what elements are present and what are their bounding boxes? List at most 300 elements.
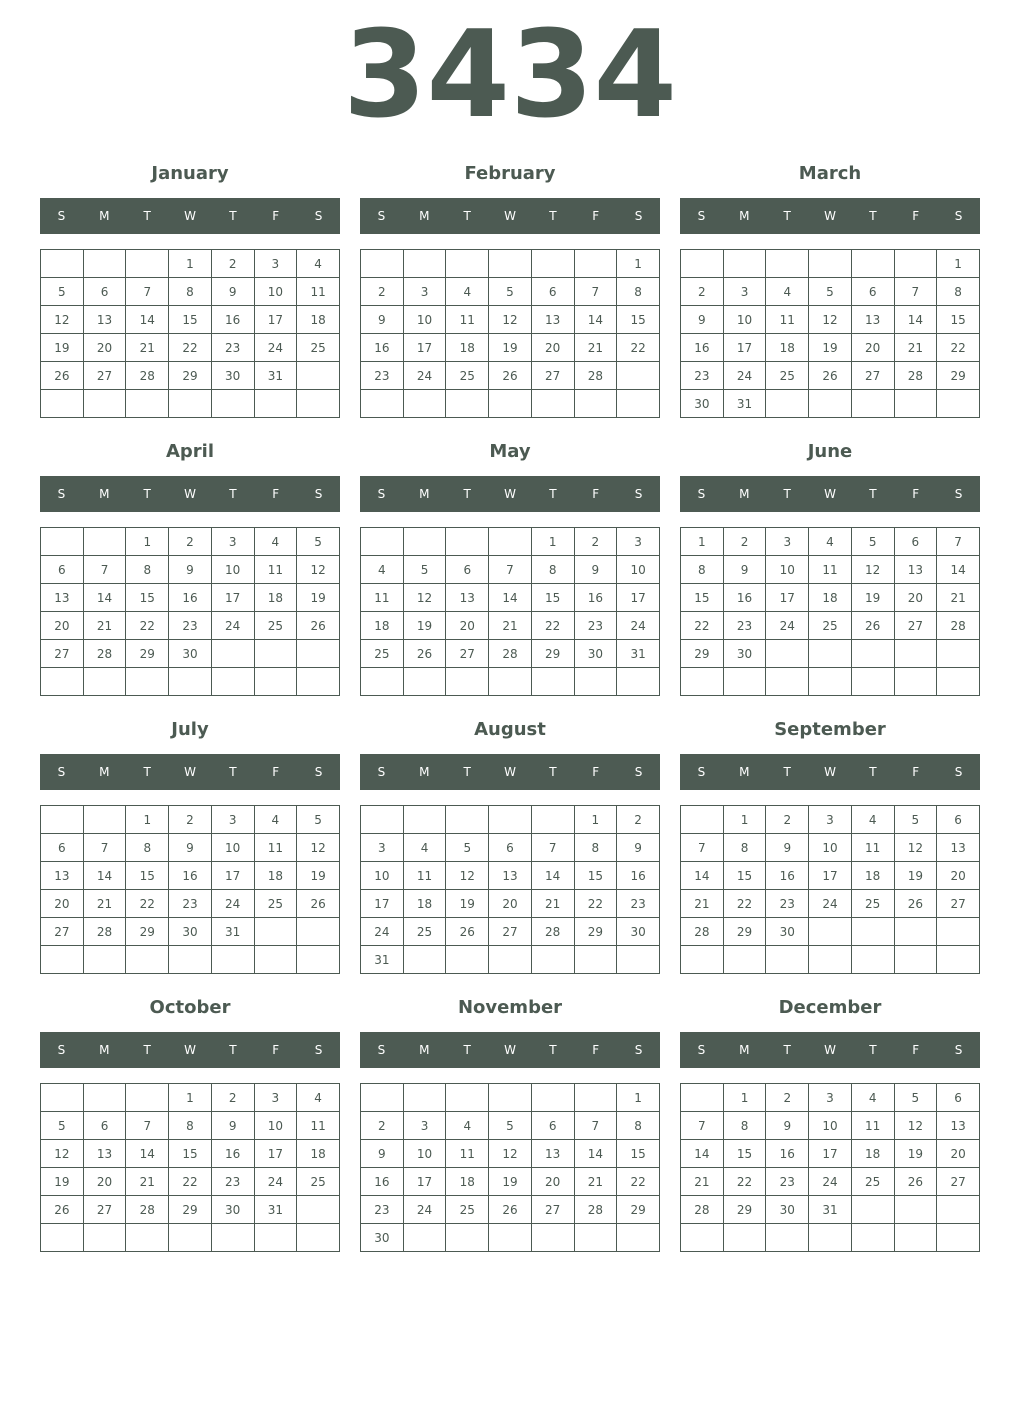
week-row xyxy=(41,584,340,612)
weekday-label: W xyxy=(184,1043,196,1057)
day-cell: 19 xyxy=(41,1168,84,1196)
week-row xyxy=(361,918,660,946)
day-grid xyxy=(360,527,660,696)
day-cell: 27 xyxy=(83,1196,126,1224)
week-row xyxy=(361,1168,660,1196)
day-cell: 30 xyxy=(766,1196,809,1224)
week-row xyxy=(41,390,340,418)
weekday-label: F xyxy=(912,209,920,223)
day-cell: 4 xyxy=(446,1112,489,1140)
day-cell xyxy=(531,250,574,278)
day-cell: 11 xyxy=(446,1140,489,1168)
day-cell: 23 xyxy=(617,890,660,918)
day-cell xyxy=(894,668,937,696)
day-cell: 8 xyxy=(169,1112,212,1140)
day-cell: 28 xyxy=(937,612,980,640)
day-cell: 4 xyxy=(446,278,489,306)
weekday-label: M xyxy=(99,487,110,501)
day-cell: 13 xyxy=(446,584,489,612)
weekday-label: T xyxy=(549,765,557,779)
day-cell xyxy=(894,390,937,418)
day-cell: 5 xyxy=(297,806,340,834)
day-cell: 22 xyxy=(617,334,660,362)
day-cell: 2 xyxy=(211,1084,254,1112)
day-cell: 27 xyxy=(41,640,84,668)
day-cell xyxy=(681,1224,724,1252)
day-cell: 4 xyxy=(766,278,809,306)
day-cell: 21 xyxy=(83,612,126,640)
day-cell: 27 xyxy=(446,640,489,668)
day-cell xyxy=(894,1224,937,1252)
day-cell: 13 xyxy=(41,584,84,612)
weekday-label: S xyxy=(697,1043,706,1057)
week-row xyxy=(361,528,660,556)
day-cell: 5 xyxy=(403,556,446,584)
day-cell: 29 xyxy=(574,918,617,946)
day-cell xyxy=(894,918,937,946)
day-cell: 16 xyxy=(681,334,724,362)
week-row xyxy=(41,556,340,584)
day-cell xyxy=(851,1224,894,1252)
day-cell xyxy=(937,918,980,946)
day-cell: 11 xyxy=(254,556,297,584)
day-grid xyxy=(680,805,980,974)
day-cell: 19 xyxy=(809,334,852,362)
weekday-label: W xyxy=(504,765,516,779)
day-cell xyxy=(851,1196,894,1224)
day-cell xyxy=(681,668,724,696)
week-row xyxy=(41,278,340,306)
day-cell xyxy=(126,390,169,418)
weekday-label: W xyxy=(824,209,836,223)
day-cell: 28 xyxy=(126,1196,169,1224)
week-row xyxy=(361,334,660,362)
day-cell: 29 xyxy=(169,1196,212,1224)
day-cell: 17 xyxy=(723,334,766,362)
weekday-label: T xyxy=(783,765,791,779)
week-row xyxy=(361,556,660,584)
day-cell: 22 xyxy=(126,890,169,918)
day-cell: 24 xyxy=(361,918,404,946)
day-cell: 12 xyxy=(297,556,340,584)
day-cell: 15 xyxy=(617,1140,660,1168)
weekday-header xyxy=(360,1032,660,1068)
day-cell: 15 xyxy=(937,306,980,334)
weekday-label: S xyxy=(377,487,386,501)
day-cell: 7 xyxy=(531,834,574,862)
day-cell xyxy=(851,250,894,278)
day-cell: 21 xyxy=(531,890,574,918)
day-cell: 20 xyxy=(937,862,980,890)
day-cell: 25 xyxy=(254,890,297,918)
day-cell: 8 xyxy=(126,556,169,584)
day-cell: 10 xyxy=(361,862,404,890)
day-cell: 14 xyxy=(83,584,126,612)
day-cell: 2 xyxy=(766,806,809,834)
weekday-label: S xyxy=(57,487,66,501)
day-cell: 14 xyxy=(574,306,617,334)
day-cell: 26 xyxy=(297,612,340,640)
weekday-header xyxy=(40,754,340,790)
day-cell xyxy=(126,1084,169,1112)
day-cell: 9 xyxy=(169,834,212,862)
day-cell xyxy=(809,946,852,974)
day-cell xyxy=(297,640,340,668)
day-cell: 30 xyxy=(574,640,617,668)
month-name: April xyxy=(165,441,215,462)
day-cell: 25 xyxy=(766,362,809,390)
day-cell: 27 xyxy=(489,918,532,946)
day-cell: 16 xyxy=(574,584,617,612)
day-cell: 15 xyxy=(169,306,212,334)
day-cell: 27 xyxy=(531,362,574,390)
day-cell: 8 xyxy=(617,278,660,306)
day-cell xyxy=(297,362,340,390)
weekday-label: T xyxy=(549,487,557,501)
week-row xyxy=(361,890,660,918)
day-cell xyxy=(766,668,809,696)
day-cell: 25 xyxy=(851,1168,894,1196)
day-cell: 29 xyxy=(531,640,574,668)
day-cell: 16 xyxy=(617,862,660,890)
week-row xyxy=(681,890,980,918)
day-cell xyxy=(809,1224,852,1252)
day-cell: 18 xyxy=(361,612,404,640)
day-cell: 16 xyxy=(211,306,254,334)
weekday-label: S xyxy=(377,765,386,779)
day-cell: 3 xyxy=(254,1084,297,1112)
day-cell: 25 xyxy=(403,918,446,946)
day-cell: 26 xyxy=(41,1196,84,1224)
day-cell: 5 xyxy=(851,528,894,556)
day-cell: 19 xyxy=(894,862,937,890)
day-cell: 2 xyxy=(169,528,212,556)
day-cell xyxy=(41,946,84,974)
week-row xyxy=(361,390,660,418)
day-cell xyxy=(809,918,852,946)
day-cell: 28 xyxy=(894,362,937,390)
weekday-label: W xyxy=(824,487,836,501)
day-cell xyxy=(617,1224,660,1252)
day-cell: 4 xyxy=(851,1084,894,1112)
day-cell: 21 xyxy=(894,334,937,362)
day-cell: 14 xyxy=(894,306,937,334)
day-cell: 24 xyxy=(254,1168,297,1196)
day-cell xyxy=(254,640,297,668)
weekday-label: T xyxy=(229,487,237,501)
day-cell: 6 xyxy=(894,528,937,556)
week-row xyxy=(361,612,660,640)
weekday-label: W xyxy=(504,209,516,223)
day-cell xyxy=(681,946,724,974)
day-cell: 9 xyxy=(766,834,809,862)
week-row xyxy=(681,556,980,584)
day-cell xyxy=(489,390,532,418)
weekday-label: M xyxy=(419,765,430,779)
weekday-label: F xyxy=(912,1043,920,1057)
day-cell: 31 xyxy=(809,1196,852,1224)
weekday-label: S xyxy=(314,487,323,501)
day-cell: 8 xyxy=(723,834,766,862)
day-cell: 2 xyxy=(361,1112,404,1140)
day-cell xyxy=(851,640,894,668)
day-cell: 5 xyxy=(894,1084,937,1112)
day-cell: 5 xyxy=(489,1112,532,1140)
day-cell: 16 xyxy=(361,1168,404,1196)
day-cell: 2 xyxy=(723,528,766,556)
day-cell: 25 xyxy=(254,612,297,640)
day-cell: 4 xyxy=(297,250,340,278)
weekday-label: S xyxy=(634,1043,643,1057)
day-cell: 1 xyxy=(169,250,212,278)
day-cell: 7 xyxy=(83,556,126,584)
day-cell: 28 xyxy=(489,640,532,668)
day-cell: 12 xyxy=(41,1140,84,1168)
day-cell xyxy=(361,668,404,696)
day-cell: 19 xyxy=(489,334,532,362)
day-cell: 8 xyxy=(617,1112,660,1140)
day-cell xyxy=(531,1224,574,1252)
day-cell: 7 xyxy=(894,278,937,306)
day-cell: 23 xyxy=(766,890,809,918)
day-cell: 13 xyxy=(937,834,980,862)
day-cell xyxy=(809,640,852,668)
day-cell: 24 xyxy=(766,612,809,640)
day-cell: 23 xyxy=(169,890,212,918)
day-cell: 19 xyxy=(297,584,340,612)
day-cell: 11 xyxy=(851,1112,894,1140)
weekday-label: F xyxy=(272,209,280,223)
day-cell: 25 xyxy=(851,890,894,918)
day-cell: 1 xyxy=(617,250,660,278)
day-grid xyxy=(40,249,340,418)
day-cell xyxy=(41,390,84,418)
day-cell: 1 xyxy=(169,1084,212,1112)
year-title: 3434 xyxy=(343,6,677,145)
week-row xyxy=(681,250,980,278)
day-cell: 10 xyxy=(403,1140,446,1168)
week-row xyxy=(681,1140,980,1168)
day-cell: 3 xyxy=(361,834,404,862)
day-cell: 13 xyxy=(489,862,532,890)
day-cell: 10 xyxy=(809,1112,852,1140)
day-cell: 12 xyxy=(489,306,532,334)
day-cell xyxy=(297,668,340,696)
day-cell: 7 xyxy=(83,834,126,862)
day-cell: 21 xyxy=(681,1168,724,1196)
week-row xyxy=(361,1112,660,1140)
weekday-label: S xyxy=(57,1043,66,1057)
month-name: October xyxy=(149,997,231,1018)
day-cell: 20 xyxy=(83,334,126,362)
day-cell xyxy=(489,668,532,696)
day-cell: 22 xyxy=(723,890,766,918)
weekday-label: S xyxy=(697,209,706,223)
day-cell xyxy=(681,250,724,278)
day-cell: 16 xyxy=(723,584,766,612)
day-cell: 3 xyxy=(403,278,446,306)
week-row xyxy=(41,918,340,946)
day-cell: 7 xyxy=(937,528,980,556)
day-cell xyxy=(574,668,617,696)
day-cell: 24 xyxy=(403,362,446,390)
week-row xyxy=(41,1224,340,1252)
day-cell xyxy=(851,390,894,418)
week-row xyxy=(41,1168,340,1196)
day-cell: 6 xyxy=(83,1112,126,1140)
day-cell: 28 xyxy=(574,362,617,390)
day-cell: 11 xyxy=(809,556,852,584)
day-cell: 12 xyxy=(851,556,894,584)
day-cell xyxy=(83,390,126,418)
day-cell: 6 xyxy=(83,278,126,306)
day-cell: 31 xyxy=(617,640,660,668)
day-cell: 14 xyxy=(937,556,980,584)
day-cell: 18 xyxy=(403,890,446,918)
weekday-label: F xyxy=(592,1043,600,1057)
week-row xyxy=(681,306,980,334)
day-cell: 30 xyxy=(361,1224,404,1252)
weekday-label: W xyxy=(824,765,836,779)
day-cell: 2 xyxy=(766,1084,809,1112)
day-cell: 27 xyxy=(851,362,894,390)
week-row xyxy=(361,306,660,334)
weekday-header xyxy=(40,1032,340,1068)
day-cell: 22 xyxy=(126,612,169,640)
day-cell xyxy=(403,806,446,834)
day-grid xyxy=(360,249,660,418)
weekday-label: T xyxy=(143,1043,151,1057)
week-row xyxy=(41,1112,340,1140)
day-cell: 3 xyxy=(211,806,254,834)
day-cell: 16 xyxy=(766,1140,809,1168)
weekday-label: S xyxy=(377,1043,386,1057)
week-row xyxy=(41,946,340,974)
day-cell: 3 xyxy=(809,806,852,834)
day-cell: 20 xyxy=(446,612,489,640)
day-cell: 15 xyxy=(126,862,169,890)
weekday-label: T xyxy=(463,487,471,501)
day-cell xyxy=(361,806,404,834)
day-cell xyxy=(809,390,852,418)
day-cell: 18 xyxy=(851,862,894,890)
day-cell: 15 xyxy=(574,862,617,890)
day-cell: 21 xyxy=(489,612,532,640)
day-cell: 11 xyxy=(297,278,340,306)
day-cell xyxy=(41,1224,84,1252)
week-row xyxy=(681,1168,980,1196)
month-name: June xyxy=(807,441,853,462)
weekday-label: F xyxy=(592,765,600,779)
weekday-label: T xyxy=(229,1043,237,1057)
day-cell: 22 xyxy=(937,334,980,362)
day-cell xyxy=(531,806,574,834)
day-cell: 15 xyxy=(169,1140,212,1168)
day-cell: 12 xyxy=(403,584,446,612)
day-cell xyxy=(937,946,980,974)
day-cell: 4 xyxy=(297,1084,340,1112)
day-cell xyxy=(489,1084,532,1112)
day-cell: 9 xyxy=(361,1140,404,1168)
day-cell xyxy=(574,1084,617,1112)
day-cell xyxy=(937,1196,980,1224)
day-cell xyxy=(766,946,809,974)
day-cell: 12 xyxy=(894,834,937,862)
day-cell: 15 xyxy=(723,1140,766,1168)
month-name: December xyxy=(778,997,882,1018)
day-cell: 20 xyxy=(937,1140,980,1168)
day-cell: 18 xyxy=(254,862,297,890)
weekday-label: T xyxy=(783,209,791,223)
weekday-label: T xyxy=(869,487,877,501)
day-cell: 24 xyxy=(617,612,660,640)
day-cell: 23 xyxy=(361,1196,404,1224)
day-cell: 16 xyxy=(766,862,809,890)
week-row xyxy=(361,584,660,612)
week-row xyxy=(681,612,980,640)
day-cell xyxy=(809,668,852,696)
day-cell: 28 xyxy=(681,918,724,946)
day-cell xyxy=(851,668,894,696)
day-cell xyxy=(937,640,980,668)
week-row xyxy=(681,390,980,418)
day-cell: 2 xyxy=(211,250,254,278)
day-cell: 13 xyxy=(851,306,894,334)
week-row xyxy=(361,1084,660,1112)
day-cell: 4 xyxy=(851,806,894,834)
day-cell xyxy=(83,1224,126,1252)
day-cell: 7 xyxy=(574,1112,617,1140)
weekday-label: M xyxy=(739,765,750,779)
day-cell: 18 xyxy=(446,334,489,362)
day-cell: 9 xyxy=(681,306,724,334)
weekday-label: S xyxy=(634,487,643,501)
day-cell: 2 xyxy=(169,806,212,834)
day-cell xyxy=(41,250,84,278)
day-cell: 26 xyxy=(851,612,894,640)
weekday-label: W xyxy=(504,1043,516,1057)
month-name: July xyxy=(171,719,209,740)
day-cell: 20 xyxy=(83,1168,126,1196)
day-cell: 21 xyxy=(937,584,980,612)
day-cell: 2 xyxy=(681,278,724,306)
weekday-header xyxy=(680,476,980,512)
week-row xyxy=(41,334,340,362)
day-cell: 31 xyxy=(361,946,404,974)
day-cell xyxy=(297,1224,340,1252)
day-cell: 9 xyxy=(361,306,404,334)
week-row xyxy=(361,250,660,278)
day-cell: 17 xyxy=(254,1140,297,1168)
day-cell xyxy=(41,1084,84,1112)
day-cell: 7 xyxy=(126,278,169,306)
week-row xyxy=(681,640,980,668)
week-row xyxy=(681,834,980,862)
week-row xyxy=(681,918,980,946)
weekday-label: T xyxy=(143,209,151,223)
day-cell xyxy=(169,390,212,418)
day-cell: 30 xyxy=(766,918,809,946)
day-cell: 18 xyxy=(851,1140,894,1168)
day-cell: 27 xyxy=(41,918,84,946)
day-cell: 19 xyxy=(489,1168,532,1196)
day-cell: 26 xyxy=(41,362,84,390)
day-cell: 2 xyxy=(574,528,617,556)
day-cell xyxy=(531,1084,574,1112)
day-cell: 13 xyxy=(531,306,574,334)
day-cell: 13 xyxy=(894,556,937,584)
day-cell xyxy=(574,946,617,974)
